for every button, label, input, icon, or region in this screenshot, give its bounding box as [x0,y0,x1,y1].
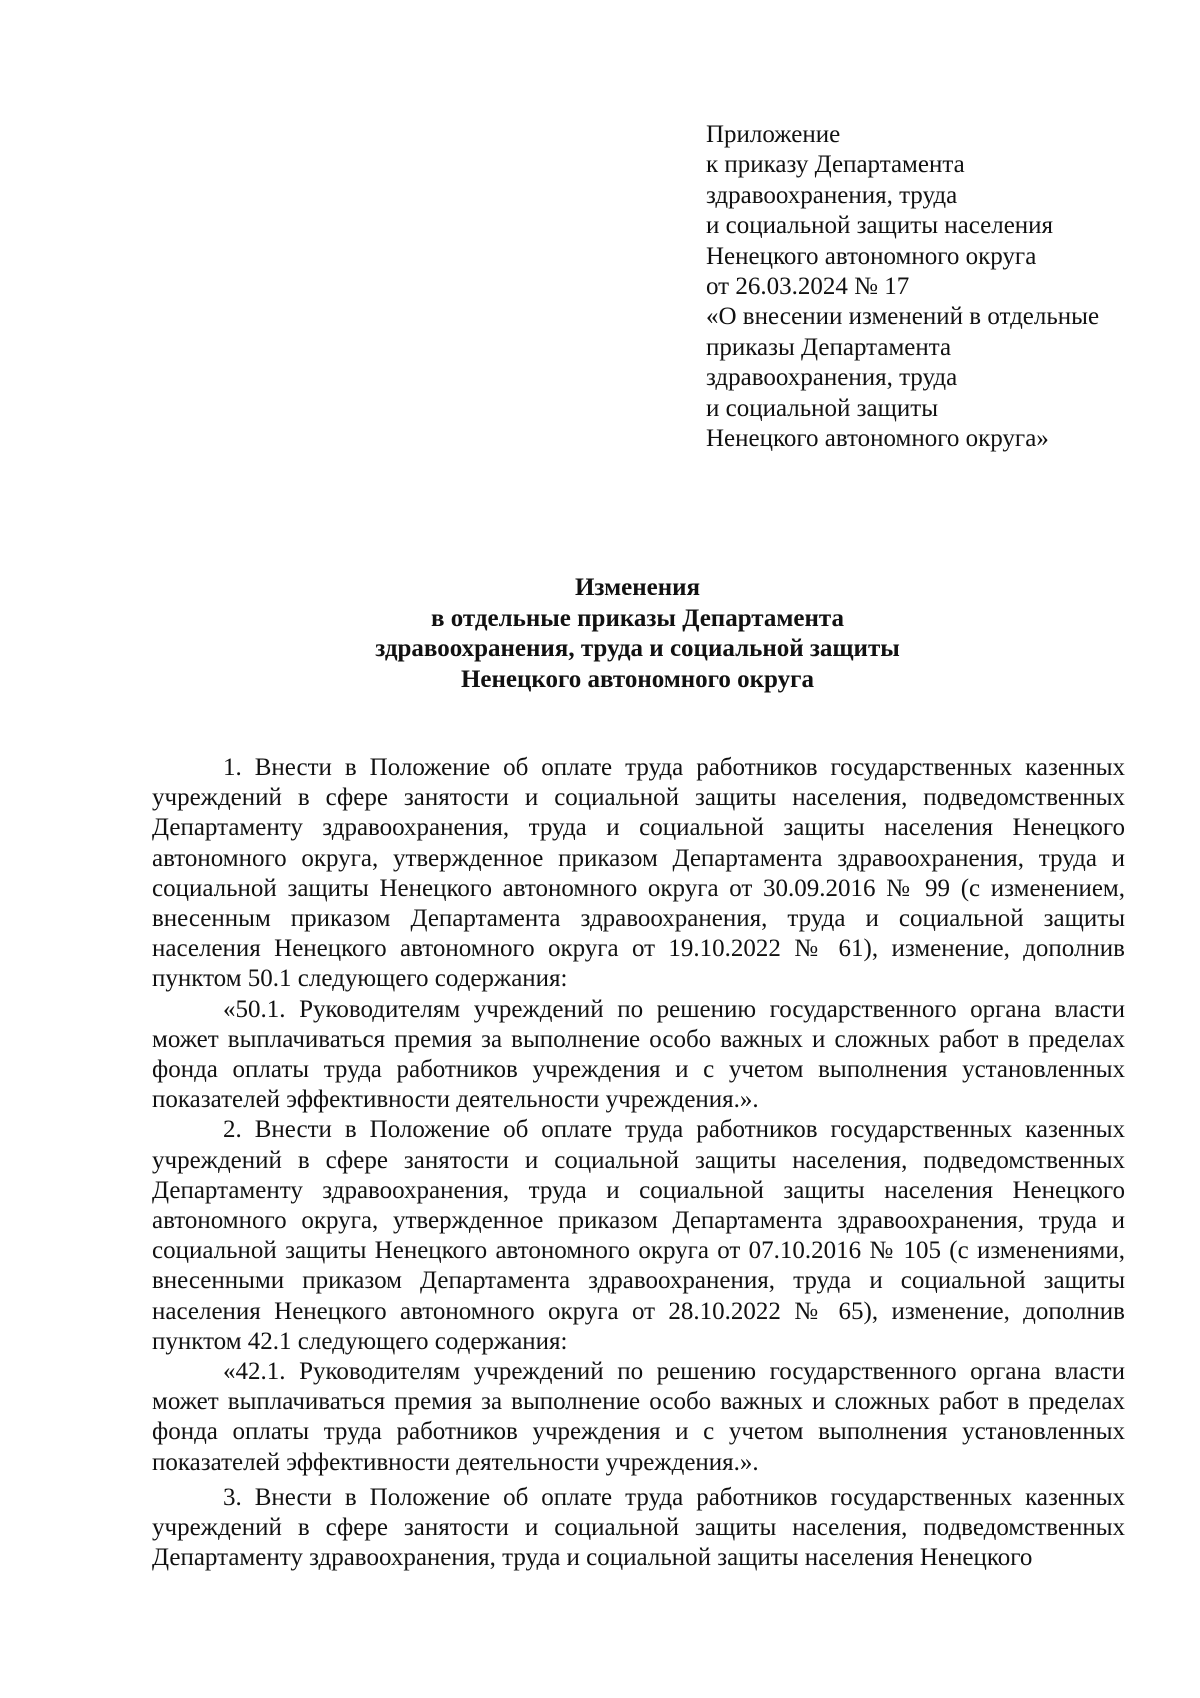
paragraph-item-2: 2. Внести в Положение об оплате труда работников государственных казенных учреждений в сфере занятости и социальной защиты населения, подведомственных Департаменту здравоохранения, труда и социальной защиты населения Ненецкого автономного округа, утвержденное приказом Департамента здравоохранения, труда и социальной защиты Ненецкого автономного округа от 07.10.2016 № 105 (с изменениями, внесенными приказом Департамента здравоохранения, труда и социальной защиты населения Ненецкого автономного округа от 28.10.2022 № 65), изменение, дополнив пунктом 42.1 следующего содержания: [152,1116,1125,1355]
appendix-line: здравоохранения, труда [706,364,958,392]
paragraph-quote-42-1: «42.1. Руководителям учреждений по решению государственного органа власти может выплачиваться премия за выполнение особо важных и сложных работ в пределах фонда оплаты труда работников учреждения и с учетом выполнения установленных показателей эффективности деятельности учреждения.». [152,1358,1125,1476]
document-title [150,573,1125,695]
appendix-line: и социальной защиты [706,394,939,422]
appendix-line: и социальной защиты населения [706,212,1054,240]
appendix-line: от 26.03.2024 № 17 [706,273,910,301]
appendix-line: к приказу Департамента [706,151,965,179]
appendix-line: Ненецкого автономного округа [706,242,1037,270]
appendix-line: приказы Департамента [706,333,952,361]
paragraph-item-3: 3. Внести в Положение об оплате труда работников государственных казенных учреждений в сфере занятости и социальной защиты населения, подведомственных Департаменту здравоохранения, труда и социальной защиты населения Ненецкого [152,1483,1125,1572]
appendix-reference [706,120,1146,454]
title-line: Изменения [574,574,701,601]
paragraph-quote-50-1: «50.1. Руководителям учреждений по решению государственного органа власти может выплачиваться премия за выполнение особо важных и сложных работ в пределах фонда оплаты труда работников учреждения и с учетом выполнения установленных показателей эффективности деятельности учреждения.». [152,995,1125,1114]
title-line: в отдельные приказы Департамента [431,604,844,632]
appendix-line: Ненецкого автономного округа» [706,425,1049,453]
paragraph-item-1: 1. Внести в Положение об оплате труда работников государственных казенных учреждений в сфере занятости и социальной защиты населения, подведомственных Департаменту здравоохранения, труда и социальной защиты населения Ненецкого автономного округа, утвержденное приказом Департамента здравоохранения, труда и социальной защиты Ненецкого автономного округа от 30.09.2016 № 99 (с изменением, внесенным приказом Департамента здравоохранения, труда и социальной защиты населения Ненецкого автономного округа от 19.10.2022 № 61), изменение, дополнив пунктом 50.1 следующего содержания: [152,754,1125,993]
appendix-line: здравоохранения, труда [706,181,958,209]
appendix-line: Приложение [706,121,841,148]
appendix-line: «О внесении изменений в отдельные [706,303,1100,331]
title-line: здравоохранения, труда и социальной защиты [375,635,900,663]
title-line: Ненецкого автономного округа [460,665,814,693]
document-body [152,753,1125,1573]
